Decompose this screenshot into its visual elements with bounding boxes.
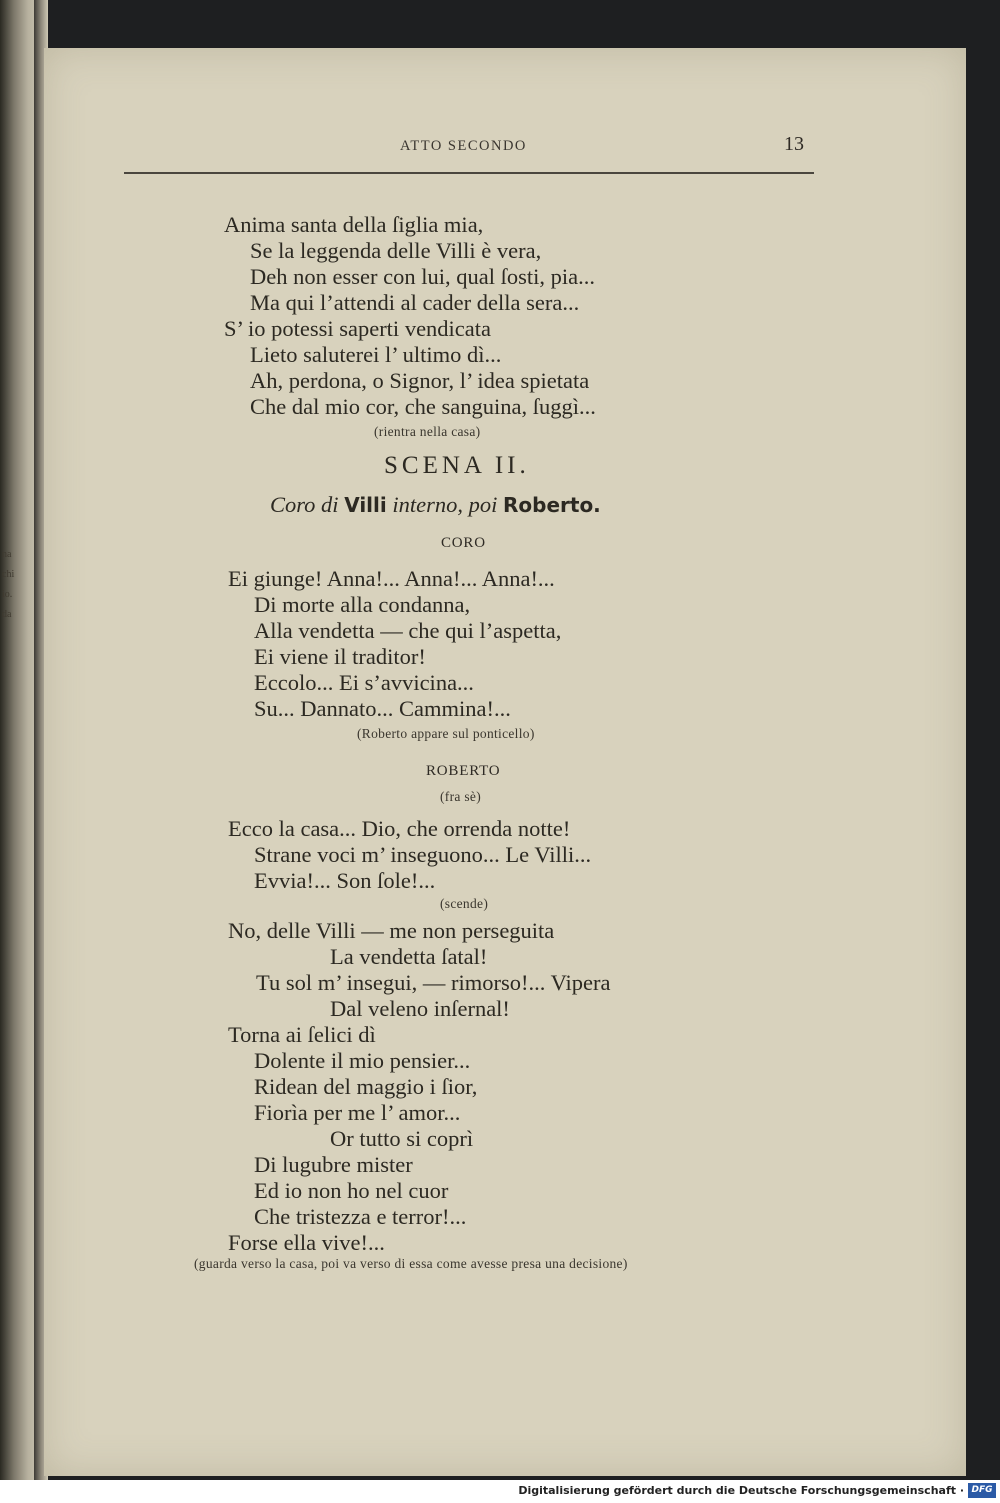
verse-line: Ma qui l’attendi al cader della sera... [250,290,580,315]
scene-title: SCENA II. [384,452,530,479]
verse-line: La vendetta ſatal! [330,944,488,969]
facing-page-fragment: na [2,549,12,560]
facing-page-fragment: chi [2,569,15,580]
facing-page-fragment: da [2,609,12,620]
funding-credit: Digitalisierung gefördert durch die Deutsche Forschungsgemeinschaft · [518,1484,964,1497]
verse-line: Evvia!... Son ſole!... [254,868,436,893]
running-title: ATTO SECONDO [400,138,527,154]
scene-subtitle-part: Roberto. [503,493,601,517]
scene-subtitle-part: Coro di [270,492,339,517]
verse-line: Dolente il mio pensier... [254,1048,471,1073]
speaker-name: CORO [441,535,486,551]
verse-line: Su... Dannato... Cammina!... [254,696,511,721]
header-rule [124,172,814,174]
verse-line: Fiorìa per me l’ amor... [254,1100,461,1125]
verse-line: Forse ella vive!... [228,1230,385,1255]
scene-subtitle [270,492,601,518]
verse-line: Strane voci m’ inseguono... Le Villi... [254,842,592,867]
verse-line: Ecco la casa... Dio, che orrenda notte! [228,816,571,841]
verse-line: Ei giunge! Anna!... Anna!... Anna!... [228,566,555,591]
verse-line: Deh non esser con lui, qual ſosti, pia... [250,264,595,289]
scene-subtitle-part: interno, poi [392,492,498,517]
stage-direction: (fra sè) [440,789,481,804]
verse-line: Se la leggenda delle Villi è vera, [250,238,542,263]
stage-direction: (scende) [440,896,489,911]
verse-line: Che tristezza e terror!... [254,1204,467,1229]
verse-line: S’ io potessi saperti vendicata [224,316,492,341]
verse-line: Ah, perdona, o Signor, l’ idea spietata [250,368,590,393]
verse-line: Ei viene il traditor! [254,644,426,669]
verse-line: Alla vendetta — che qui l’aspetta, [254,618,562,643]
verse-line: Torna ai ſelici dì [228,1022,376,1047]
stage-direction: (Roberto appare sul ponticello) [357,726,535,741]
verse-line: No, delle Villi — me non perseguita [228,918,555,943]
verse-line: Or tutto si coprì [330,1126,474,1151]
verse-line: Eccolo... Ei s’avvicina... [254,670,474,695]
dfg-logo: DFG [968,1483,996,1498]
verse-line: Lieto saluterei l’ ultimo dì... [250,342,502,367]
verse-line: Tu sol m’ insegui, — rimorso!... Vipera [256,970,611,995]
verse-line: Ed io non ho nel cuor [254,1178,449,1203]
verse-line: Ridean del maggio i ſior, [254,1074,478,1099]
verse-line: Di morte alla condanna, [254,592,471,617]
verse-line: Dal veleno inſernal! [330,996,510,1021]
verse-line: Anima santa della ſiglia mia, [224,212,484,237]
facing-page-fragment: io. [2,589,13,600]
stage-direction: (guarda verso la casa, poi va verso di essa come avesse presa una decisione) [194,1256,628,1271]
verse-line: Di lugubre mister [254,1152,413,1177]
stage-direction: (rientra nella casa) [374,424,481,439]
verse-line: Che dal mio cor, che sanguina, ſuggì... [250,394,596,419]
speaker-name: ROBERTO [426,763,501,779]
page-number: 13 [784,133,804,155]
scene-subtitle-part: Villi [344,493,387,517]
